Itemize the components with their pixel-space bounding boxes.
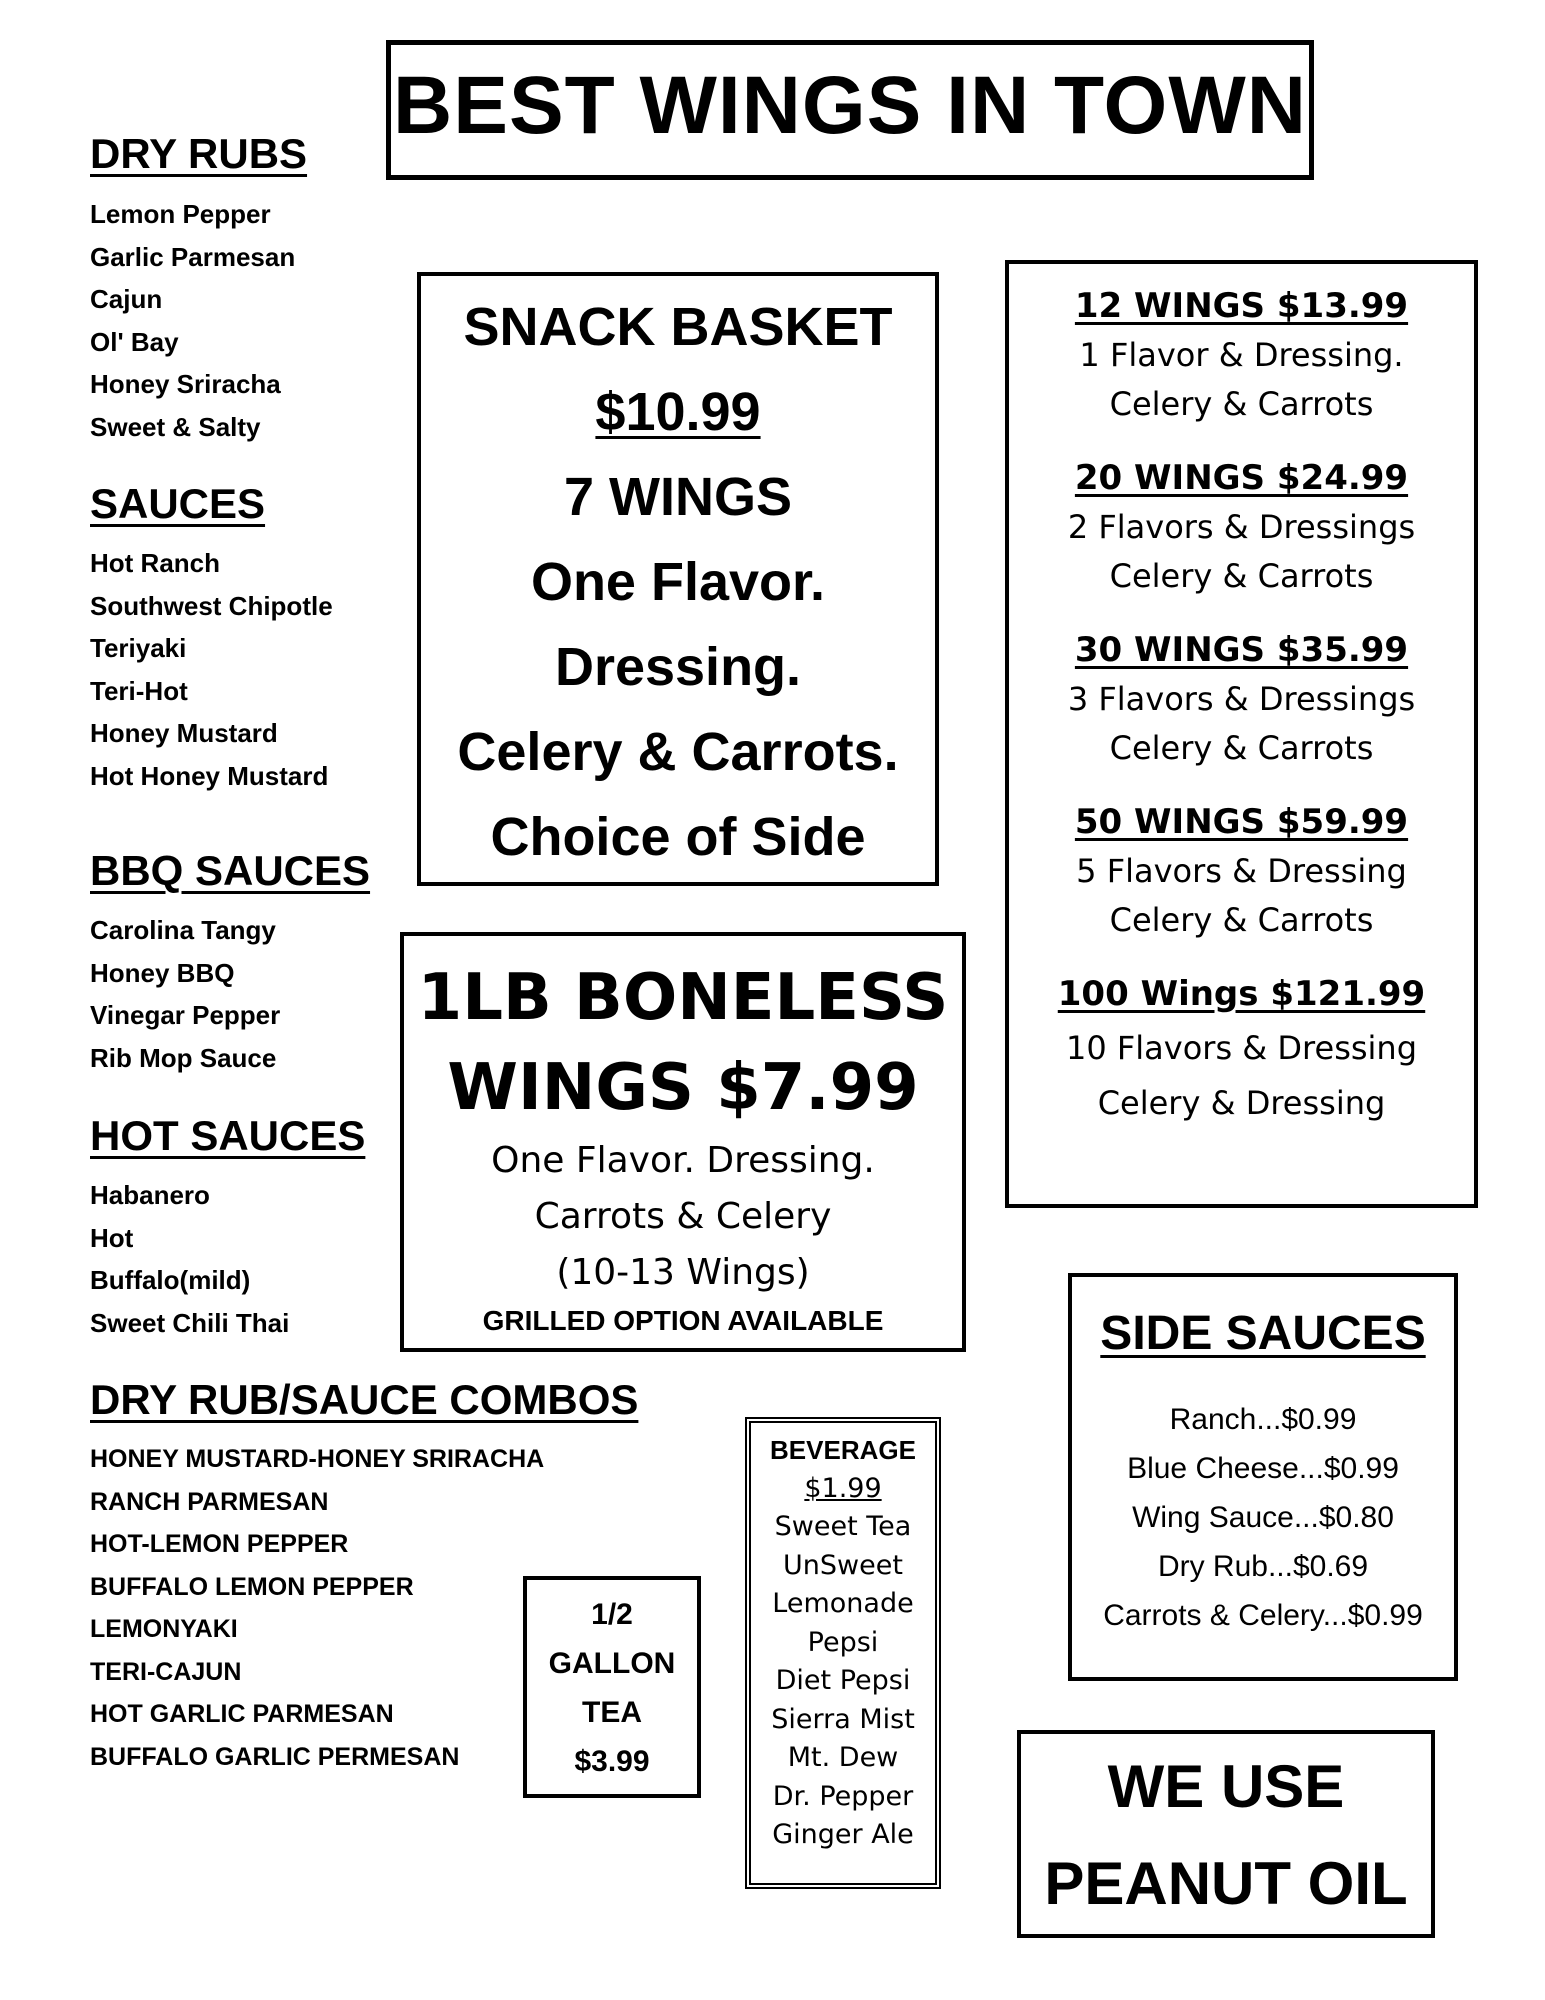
package-line: 1 Flavor & Dressing. <box>1079 336 1404 374</box>
list-item: Rib Mop Sauce <box>90 1042 277 1073</box>
beverage-item: Dr. Pepper <box>772 1780 914 1812</box>
package-20-wings <box>1009 453 1474 625</box>
hot-sauces-heading: HOT SAUCES <box>90 1112 366 1159</box>
list-item: Cajun <box>90 284 163 314</box>
boneless-wings-box <box>400 932 966 1352</box>
package-line: 10 Flavors & Dressing <box>1065 1029 1418 1067</box>
half-gallon-tea-box <box>523 1576 701 1798</box>
package-heading: 20 WINGS $24.99 <box>1074 458 1409 498</box>
grilled-option: GRILLED OPTION AVAILABLE <box>482 1305 884 1336</box>
package-12-wings <box>1009 281 1474 453</box>
package-line: Celery & Carrots <box>1109 729 1374 767</box>
package-heading: 100 Wings $121.99 <box>1057 974 1426 1014</box>
beverage-item: UnSweet <box>783 1549 903 1581</box>
list-item: Garlic Parmesan <box>90 241 296 272</box>
list-item: HONEY MUSTARD-HONEY SRIRACHA <box>90 1445 545 1473</box>
list-item: BUFFALO GARLIC PERMESAN <box>90 1742 460 1771</box>
snack-basket-box <box>417 272 939 886</box>
list-item: Teriyaki <box>90 633 187 663</box>
side-sauce-item: Dry Rub...$0.69 <box>1157 1550 1369 1583</box>
list-item: Honey BBQ <box>90 957 235 988</box>
beverage-title: BEVERAGE <box>770 1435 916 1465</box>
package-100-wings <box>1009 969 1474 1141</box>
boneless-price: WINGS $7.99 <box>447 1051 919 1125</box>
list-item: Honey Mustard <box>90 718 278 748</box>
list-item: Hot <box>90 1222 134 1253</box>
menu-title: BEST WINGS IN TOWN <box>393 60 1307 151</box>
beverage-item: Ginger Ale <box>772 1819 914 1850</box>
snack-basket-price: $10.99 <box>595 382 761 442</box>
list-item: BUFFALO LEMON PEPPER <box>90 1572 414 1601</box>
combos-heading: DRY RUB/SAUCE COMBOS <box>90 1376 639 1423</box>
package-line: 5 Flavors & Dressing <box>1076 852 1407 890</box>
list-item: HOT GARLIC PARMESAN <box>90 1700 394 1728</box>
sauces-heading: SAUCES <box>90 480 266 527</box>
peanut-oil-line: PEANUT OIL <box>1044 1850 1408 1917</box>
package-line: Celery & Carrots <box>1109 385 1374 423</box>
package-heading: 30 WINGS $35.99 <box>1074 630 1409 670</box>
boneless-line: One Flavor. Dressing. <box>491 1140 875 1181</box>
dry-rubs-list <box>90 193 295 448</box>
list-item: Teri-Hot <box>90 675 188 706</box>
dry-rubs-heading: DRY RUBS <box>90 130 308 177</box>
bbq-sauces-heading: BBQ SAUCES <box>90 847 371 894</box>
title-box <box>386 40 1314 180</box>
beverage-item: Lemonade <box>772 1588 914 1619</box>
beverage-item: Pepsi <box>807 1626 879 1658</box>
side-sauces-heading: SIDE SAUCES <box>1100 1307 1426 1360</box>
side-sauce-item: Carrots & Celery...$0.99 <box>1103 1599 1423 1632</box>
sauces-list <box>90 542 333 797</box>
side-sauce-item: Ranch...$0.99 <box>1169 1403 1357 1436</box>
beverage-item: Sierra Mist <box>771 1703 915 1735</box>
beverage-item: Diet Pepsi <box>775 1665 911 1696</box>
list-item: Hot Ranch <box>90 548 220 578</box>
side-sauce-item: Blue Cheese...$0.99 <box>1127 1452 1399 1485</box>
package-line: 2 Flavors & Dressings <box>1067 508 1416 546</box>
snack-basket-wings: 7 WINGS <box>563 467 793 527</box>
package-50-wings <box>1009 797 1474 969</box>
package-heading: 50 WINGS $59.99 <box>1074 802 1409 842</box>
side-sauce-item: Wing Sauce...$0.80 <box>1132 1501 1394 1534</box>
package-heading: 12 WINGS $13.99 <box>1074 286 1409 326</box>
wing-packages-box <box>1005 260 1478 1208</box>
half-gallon-line: 1/2 <box>591 1598 633 1631</box>
list-item: Sweet & Salty <box>90 411 261 442</box>
snack-basket-side: Choice of Side <box>490 807 866 867</box>
hot-sauces-list <box>90 1174 289 1344</box>
side-sauces-box <box>1068 1273 1458 1681</box>
list-item: RANCH PARMESAN <box>90 1487 329 1516</box>
list-item: Vinegar Pepper <box>90 1000 281 1030</box>
bbq-sauces-list <box>90 909 280 1079</box>
half-gallon-line: GALLON <box>548 1647 676 1680</box>
package-line: Celery & Dressing <box>1097 1084 1386 1122</box>
list-item: Carolina Tangy <box>90 915 276 945</box>
package-line: 3 Flavors & Dressings <box>1067 680 1416 718</box>
beverage-price: $1.99 <box>804 1472 882 1504</box>
list-item: Hot Honey Mustard <box>90 760 329 791</box>
list-item: TERI-CAJUN <box>90 1657 242 1686</box>
list-item: Ol' Bay <box>90 326 179 357</box>
list-item: Buffalo(mild) <box>90 1265 251 1295</box>
snack-basket-dressing: Dressing. <box>554 637 802 697</box>
list-item: Habanero <box>90 1180 210 1210</box>
list-item: Lemon Pepper <box>90 199 271 229</box>
snack-basket-veggies: Celery & Carrots. <box>457 722 899 782</box>
boneless-count: (10-13 Wings) <box>556 1252 810 1293</box>
snack-basket-flavor: One Flavor. <box>530 552 826 612</box>
snack-basket-title: SNACK BASKET <box>463 297 893 357</box>
package-30-wings <box>1009 625 1474 797</box>
peanut-oil-line: WE USE <box>1107 1753 1345 1820</box>
combos-list <box>90 1438 544 1778</box>
boneless-line: Carrots & Celery <box>534 1196 832 1237</box>
half-gallon-line: TEA <box>582 1696 642 1729</box>
peanut-oil-box <box>1017 1730 1435 1938</box>
beverage-item: Mt. Dew <box>787 1742 899 1773</box>
list-item: Honey Sriracha <box>90 369 281 399</box>
package-line: Celery & Carrots <box>1109 901 1374 939</box>
list-item: Sweet Chili Thai <box>90 1307 290 1338</box>
beverage-box <box>745 1417 941 1889</box>
beverage-item: Sweet Tea <box>774 1511 912 1542</box>
half-gallon-price: $3.99 <box>574 1745 650 1778</box>
list-item: Southwest Chipotle <box>90 590 333 621</box>
list-item: LEMONYAKI <box>90 1615 238 1643</box>
boneless-title: 1LB BONELESS <box>417 961 949 1035</box>
list-item: HOT-LEMON PEPPER <box>90 1530 349 1558</box>
package-line: Celery & Carrots <box>1109 557 1374 595</box>
